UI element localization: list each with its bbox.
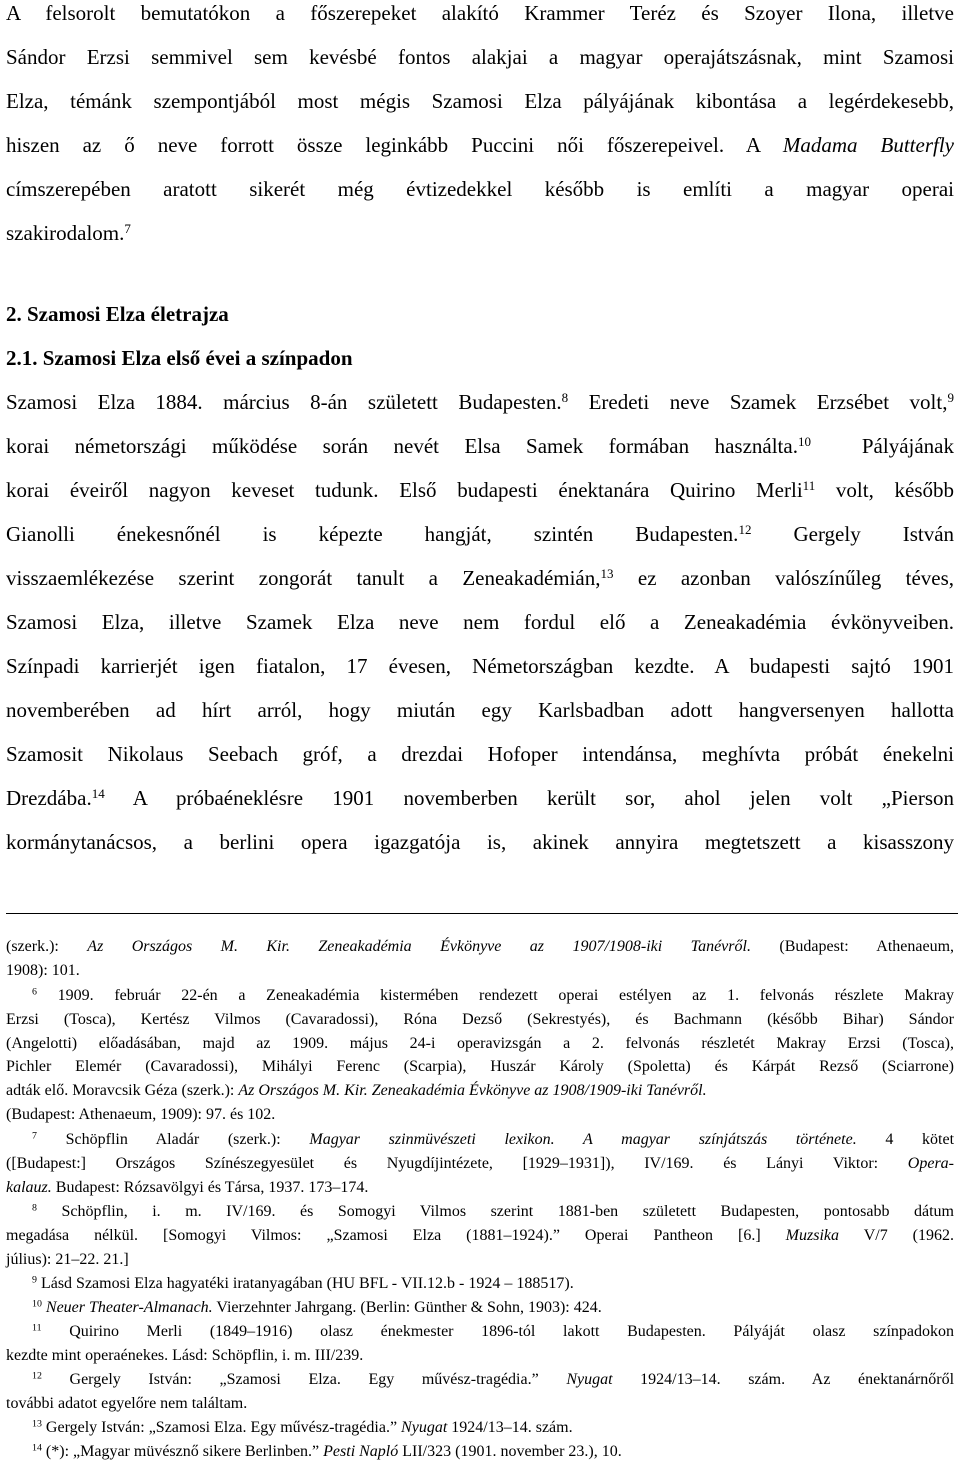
subsection-heading: 2.1. Szamosi Elza első évei a színpadon xyxy=(6,346,353,370)
footnote-line: $^9$ Lásd Szamosi Elza hagyatéki iratanyagában (HU BFL - VII.12.b - 1924 – 188517). xyxy=(32,1274,574,1292)
body-text-line: korai németországi működése során nevét Elsa Samek formában használta.$^{10}$ Pályájának xyxy=(6,434,954,458)
footnote-ref[interactable]: 12 xyxy=(738,522,752,537)
opera-title: Madama Butterfly xyxy=(782,133,954,157)
footnote-line: kalauz. Budapest: Rózsavölgyi és Társa, 1937. 173–174. xyxy=(6,1179,369,1196)
footnote-line: megadása nélkül. [Somogyi Vilmos: „Szamosi Elza (1881–1924).” Operai Pantheon [6.] Muzsika V/7 (1962. xyxy=(6,1227,954,1244)
footnote-line: $^{10}$ Neuer Theater-Almanach. Vierzehnter Jahrgang. (Berlin: Günther & Sohn, 1903): 424. xyxy=(32,1298,602,1316)
footnote-ref[interactable]: 13 xyxy=(600,566,614,581)
body-text-line: Szamosit Nikolaus Seebach gróf, a drezdai Hofoper intendánsa, meghívta próbát énekelni xyxy=(6,742,954,766)
footnote-ref[interactable]: 7 xyxy=(124,220,131,236)
footnote-ref[interactable]: 11 xyxy=(802,478,816,493)
footnote-line: Erzsi (Tosca), Kertész Vilmos (Cavaradossi), Róna Dezső (Sekrestyés), és Bachmann (később Bihar) Sándor xyxy=(6,1011,954,1028)
footnote-number: 12 xyxy=(32,1370,42,1382)
footnote-ref[interactable]: 9 xyxy=(947,390,954,405)
body-text-line: hiszen az ő neve forrott össze leginkább Puccini női főszerepeivel. A Madama Butterfly xyxy=(6,133,954,157)
footnote-separator xyxy=(6,913,958,914)
body-text-line: kormánytanácsos, a berlini opera igazgatója is, akinek annyira megtetszett a kisasszony xyxy=(6,830,954,854)
footnote-line: (Angelotti) előadásában, majd az 1909. május 24-i operavizsgán a 2. felvonás részletét Makray Erzsi (Tosca), xyxy=(6,1035,954,1052)
footnote-line: $^6$ 1909. február 22-én a Zeneakadémia kistermében rendezett operai estélyen az 1. felvonás részlete Makray xyxy=(32,986,954,1004)
footnote-line: $^{12}$ Gergely István: „Szamosi Elza. Egy művész-tragédia.” Nyugat 1924/13–14. szám. Az énektanárnőről xyxy=(32,1370,954,1388)
footnote-number: 6 xyxy=(32,986,37,998)
body-text-line: A felsorolt bemutatókon a főszerepeket alakító Krammer Teréz és Szoyer Ilona, illetve xyxy=(6,1,954,25)
body-text-line: Színpadi karrierjét igen fiatalon, 17 évesen, Németországban kezdte. A budapesti sajtó 1901 xyxy=(6,654,954,678)
footnote-ref[interactable]: 10 xyxy=(797,434,811,449)
footnote-line: $^8$ Schöpflin, i. m. IV/169. és Somogyi Vilmos szerint 1881-ben született Budapesten, pontosabb dátum xyxy=(32,1202,954,1220)
body-text-line: szakirodalom.$^7$ xyxy=(6,220,131,245)
body-text-line: Gianolli énekesnőnél is képezte hangját, szintén Budapesten.$^{12}$ Gergely István xyxy=(6,522,954,546)
footnote-number: 11 xyxy=(32,1322,42,1334)
footnote-line: $^{11}$ Quirino Merli (1849–1916) olasz énekmester 1896-tól lakott Budapesten. Pályáját olasz színpadokon xyxy=(32,1322,954,1340)
body-text-line: visszaemlékezése szerint zongorát tanult a Zeneakadémián,$^{13}$ ez azonban valószínűleg téves, xyxy=(6,566,954,590)
footnote-line: kezdte mint operaénekes. Lásd: Schöpflin, i. m. III/239. xyxy=(6,1347,364,1364)
footnote-number: 7 xyxy=(32,1130,37,1142)
footnote-line: (Budapest: Athenaeum, 1909): 97. és 102. xyxy=(6,1106,276,1123)
footnote-number: 8 xyxy=(32,1202,37,1214)
body-text-line: Szamosi Elza, illetve Szamek Elza neve nem fordul elő a Zeneakadémia évkönyveiben. xyxy=(6,610,954,634)
body-text-line: címszerepében aratott sikerét még évtizedekkel később is említi a magyar operai xyxy=(6,177,954,201)
footnote-line: adták elő. Moravcsik Géza (szerk.): Az Országos M. Kir. Zeneakadémia Évkönyve az 1908/1909-iki Tanévről. xyxy=(6,1082,707,1099)
body-text-line: Szamosi Elza 1884. március 8-án született Budapesten.$^8$ Eredeti neve Szamek Erzsébet volt,$^9$ xyxy=(6,390,954,414)
body-text-line: Elza, témánk szempontjából most mégis Szamosi Elza pályájának kibontása a legérdekesebb, xyxy=(6,89,954,113)
footnote-line: Pichler Elemér (Cavaradossi), Mihályi Ferenc (Scarpia), Huszár Károly (Spoletta) és Kárpát Rezső (Sciarrone) xyxy=(6,1058,954,1075)
footnote-line: ([Budapest:] Országos Színészegyesület és Nyugdíjintézete, [1929–1931]), IV/169. és Lányi Viktor: Opera- xyxy=(6,1155,954,1172)
footnote-number: 14 xyxy=(32,1442,42,1454)
section-heading: 2. Szamosi Elza életrajza xyxy=(6,302,229,326)
footnote-line: további adatot egyelőre nem találtam. xyxy=(6,1395,248,1412)
body-text-line: Drezdába.$^{14}$ A próbaéneklésre 1901 novemberben került sor, ahol jelen volt „Pierson xyxy=(6,786,954,810)
footnote-number: 13 xyxy=(32,1418,42,1430)
footnote-line: július): 21–22. 21.] xyxy=(6,1251,129,1268)
footnote-line: $^{14}$ (*): „Magyar müvésznő sikere Berlinben.” Pesti Napló LII/323 (1901. november 23.), 10. xyxy=(32,1442,622,1460)
footnote-line: $^7$ Schöpflin Aladár (szerk.): Magyar szinmüvészeti lexikon. A magyar színjátszás története. 4 kötet xyxy=(32,1130,954,1148)
footnote-number: 9 xyxy=(32,1274,37,1286)
footnote-ref[interactable]: 8 xyxy=(561,390,569,405)
footnote-line: 1908): 101. xyxy=(6,962,80,979)
body-text-line: korai éveiről nagyon keveset tudunk. Első budapesti énektanára Quirino Merli$^{11}$ volt, később xyxy=(6,478,954,502)
footnote-number: 10 xyxy=(32,1298,42,1310)
body-text-line: Sándor Erzsi semmivel sem kevésbé fontos alakjai a magyar operajátszásnak, mint Szamosi xyxy=(6,45,954,69)
footnote-line: $^{13}$ Gergely István: „Szamosi Elza. Egy művész-tragédia.” Nyugat 1924/13–14. szám. xyxy=(32,1418,573,1436)
body-text-line: novemberében ad hírt arról, hogy miután egy Karlsbadban adott hangversenyen hallotta xyxy=(6,698,954,722)
footnote-line: (szerk.): Az Országos M. Kir. Zeneakadémia Évkönyve az 1907/1908-iki Tanévről. (Budapest: Athenaeum, xyxy=(6,938,954,955)
footnote-ref[interactable]: 14 xyxy=(91,786,105,801)
